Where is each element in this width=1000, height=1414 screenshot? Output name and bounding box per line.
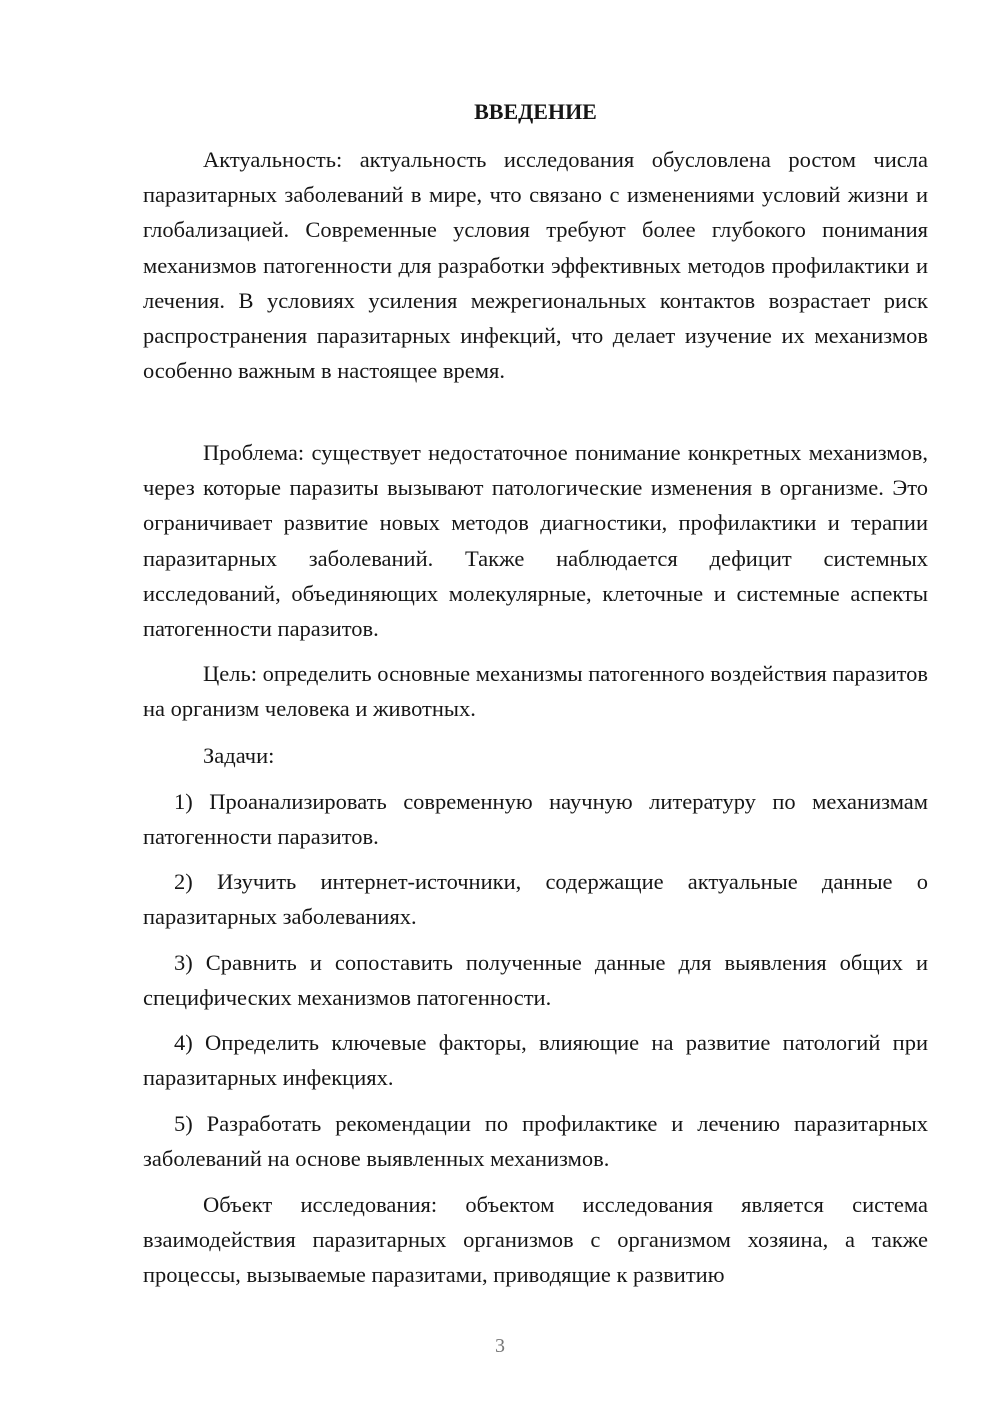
paragraph-goal: Цель: определить основные механизмы патогенного воздействия паразитов на организм человека и животных. bbox=[143, 661, 928, 722]
task-item-4: 4) Определить ключевые факторы, влияющие на развитие патологий при паразитарных инфекциях. bbox=[143, 1030, 928, 1091]
page-number: 3 bbox=[495, 1335, 505, 1357]
task-item-1: 1) Проанализировать современную научную литературу по механизмам патогенности паразитов. bbox=[143, 789, 928, 850]
paragraph-problem: Проблема: существует недостаточное понимание конкретных механизмов, через которые паразиты вызывают патологические изменения в организме. Это ограничивает развитие новых методов диагностики, профилактики и терапии паразитарных заболеваний. Также наблюдается дефицит системных исследований, объединяющих молекулярные, клеточные и системные аспекты патогенности паразитов. bbox=[143, 440, 928, 642]
tasks-title: Задачи: bbox=[203, 743, 275, 768]
task-item-2: 2) Изучить интернет-источники, содержащие актуальные данные о паразитарных заболеваниях. bbox=[143, 869, 928, 930]
paragraph-object: Объект исследования: объектом исследования является система взаимодействия паразитарных организмов с организмом хозяина, а также процессы, вызываемые паразитами, приводящие к развитию bbox=[143, 1192, 928, 1288]
section-heading: ВВЕДЕНИЕ bbox=[474, 99, 597, 124]
task-item-3: 3) Сравнить и сопоставить полученные данные для выявления общих и специфических механизмов патогенности. bbox=[143, 950, 928, 1011]
task-item-5: 5) Разработать рекомендации по профилактике и лечению паразитарных заболеваний на основе выявленных механизмов. bbox=[143, 1111, 928, 1172]
paragraph-relevance: Актуальность: актуальность исследования обусловлена ростом числа паразитарных заболеваний в мире, что связано с изменениями условий жизни и глобализацией. Современные условия требуют более глубокого понимания механизмов патогенности для разработки эффективных методов профилактики и лечения. В условиях усиления межрегиональных контактов возрастает риск распространения паразитарных инфекций, что делает изучение их механизмов особенно важным в настоящее время. bbox=[143, 147, 928, 384]
